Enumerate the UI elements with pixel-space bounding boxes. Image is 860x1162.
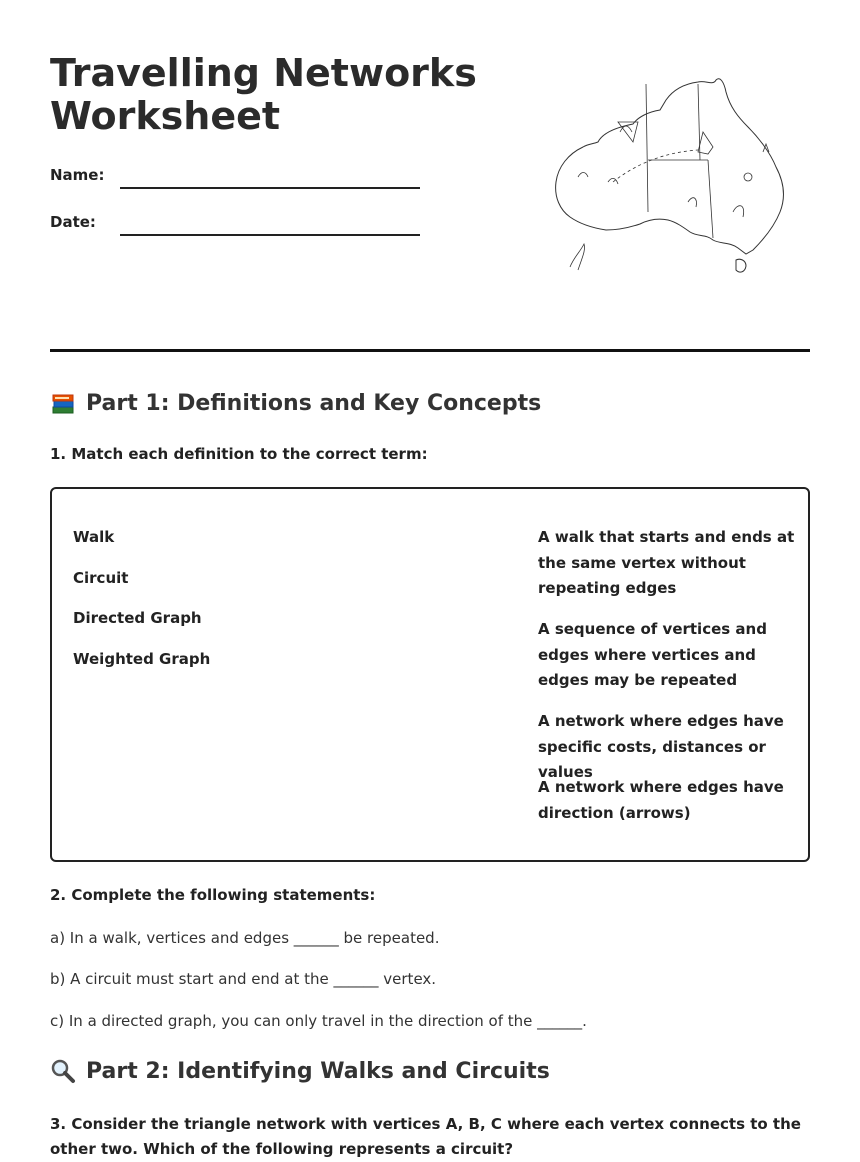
term-walk: Walk: [73, 528, 115, 546]
statement-b: b) A circuit must start and end at the ______ vertex.: [50, 970, 437, 988]
term-weighted-graph: Weighted Graph: [73, 650, 211, 668]
question-3: 3. Consider the triangle network with vertices A, B, C where each vertex connects to the other two. Which of the following represents a circuit?: [50, 1115, 801, 1158]
question-2: 2. Complete the following statements:: [50, 886, 376, 904]
australia-map-icon: [548, 72, 788, 284]
question-1: 1. Match each definition to the correct term:: [50, 445, 428, 463]
definition-3: A network where edges have specific costs, distances or values: [538, 712, 784, 781]
name-field[interactable]: [120, 187, 420, 189]
magnifying-glass-icon: [50, 1058, 76, 1084]
matching-box: [50, 487, 810, 862]
date-field[interactable]: [120, 234, 420, 236]
statement-a: a) In a walk, vertices and edges ______ be repeated.: [50, 929, 440, 947]
part1-heading-text: Part 1: Definitions and Key Concepts: [86, 390, 542, 416]
statement-c: c) In a directed graph, you can only travel in the direction of the ______.: [50, 1012, 587, 1030]
books-icon: [50, 390, 76, 416]
date-label: Date:: [50, 213, 96, 231]
name-label: Name:: [50, 166, 105, 184]
title-line-2: Worksheet: [50, 94, 281, 138]
page-title: [50, 52, 477, 138]
part2-heading: [50, 1058, 550, 1084]
part2-heading-text: Part 2: Identifying Walks and Circuits: [86, 1058, 550, 1084]
term-directed-graph: Directed Graph: [73, 609, 202, 627]
section-divider: [50, 349, 810, 352]
definition-4: A network where edges have direction (arrows): [538, 778, 784, 822]
title-line-1: Travelling Networks: [50, 51, 477, 95]
definition-1: A walk that starts and ends at the same vertex without repeating edges: [538, 528, 795, 597]
term-circuit: Circuit: [73, 569, 129, 587]
part1-heading: [50, 390, 541, 416]
definition-2: A sequence of vertices and edges where vertices and edges may be repeated: [538, 620, 767, 689]
